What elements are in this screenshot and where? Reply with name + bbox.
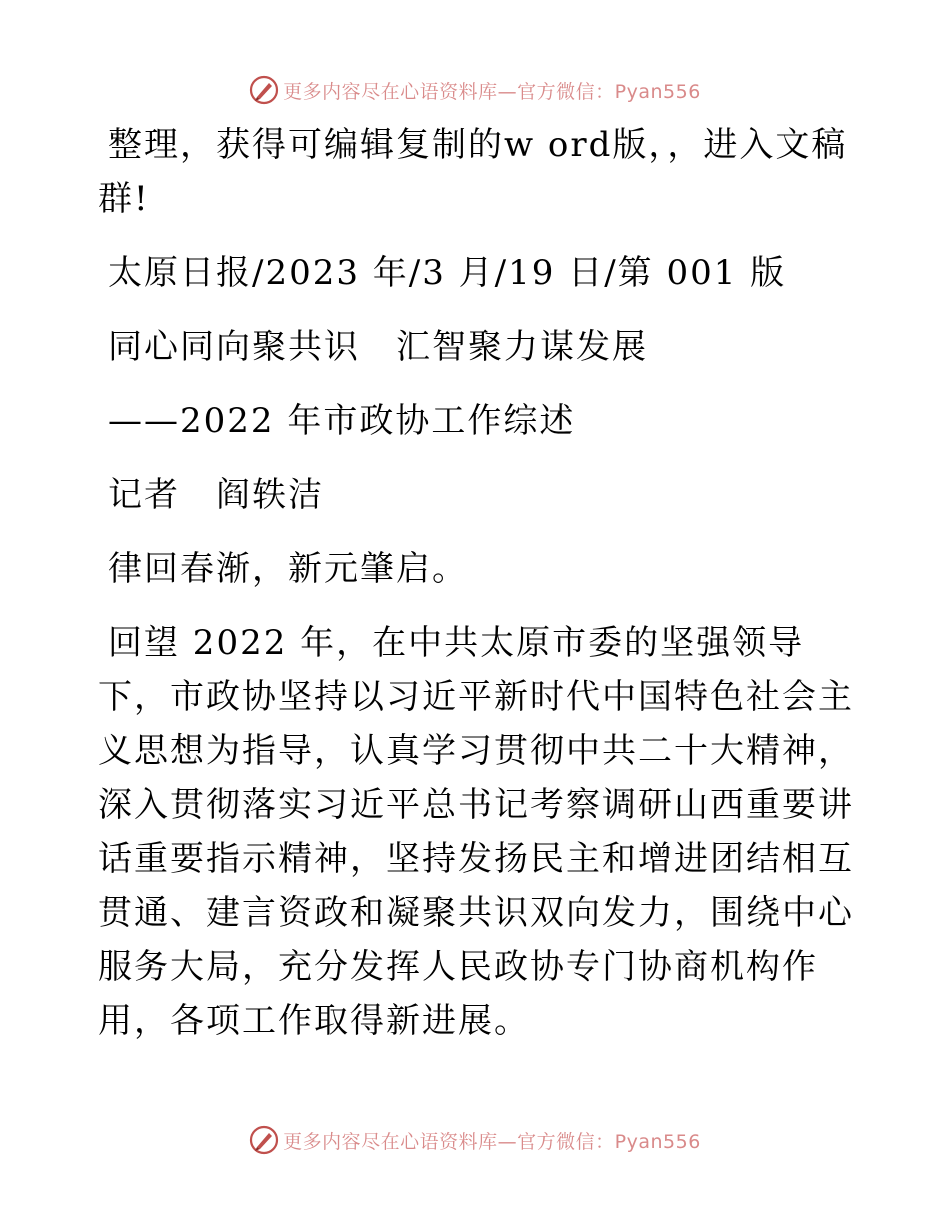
paragraph-1: 律回春渐，新元肇启。 <box>108 549 468 589</box>
footer-watermark <box>0 1120 950 1160</box>
document-body <box>98 118 858 1048</box>
article-title: 同心同向聚共识 汇智聚力谋发展 <box>108 327 648 367</box>
header-watermark-text: 更多内容尽在心语资料库—官方微信：Pyan556 <box>283 80 701 103</box>
quill-pen-logo-icon <box>249 75 279 105</box>
footer-watermark-text: 更多内容尽在心语资料库—官方微信：Pyan556 <box>283 1130 701 1153</box>
quill-pen-logo-icon <box>249 1125 279 1155</box>
intro-line-2: 群! <box>98 179 150 219</box>
intro-line-1: 整理，获得可编辑复制的w ord版，，进入文稿 <box>108 125 848 165</box>
source-line: 太原日报/2023 年/3 月/19 日/第 001 版 <box>108 253 787 293</box>
reporter-line: 记者 阎轶洁 <box>108 475 324 515</box>
article-subtitle: ——2022 年市政协工作综述 <box>108 401 576 441</box>
paragraph-2: 回望 2022 年，在中共太原市委的坚强领导下，市政协坚持以习近平新时代中国特色社会主义思想为指导，认真学习贯彻中共二十大精神，深入贯彻落实习近平总书记考察调研山西重要讲话重要指示精神，坚持发扬民主和增进团结相互贯通、建言资政和凝聚共识双向发力，围绕中心服务大局，充分发挥人民政协专门协商机构作用，各项工作取得新进展。 <box>98 623 854 1041</box>
header-watermark <box>0 70 950 110</box>
